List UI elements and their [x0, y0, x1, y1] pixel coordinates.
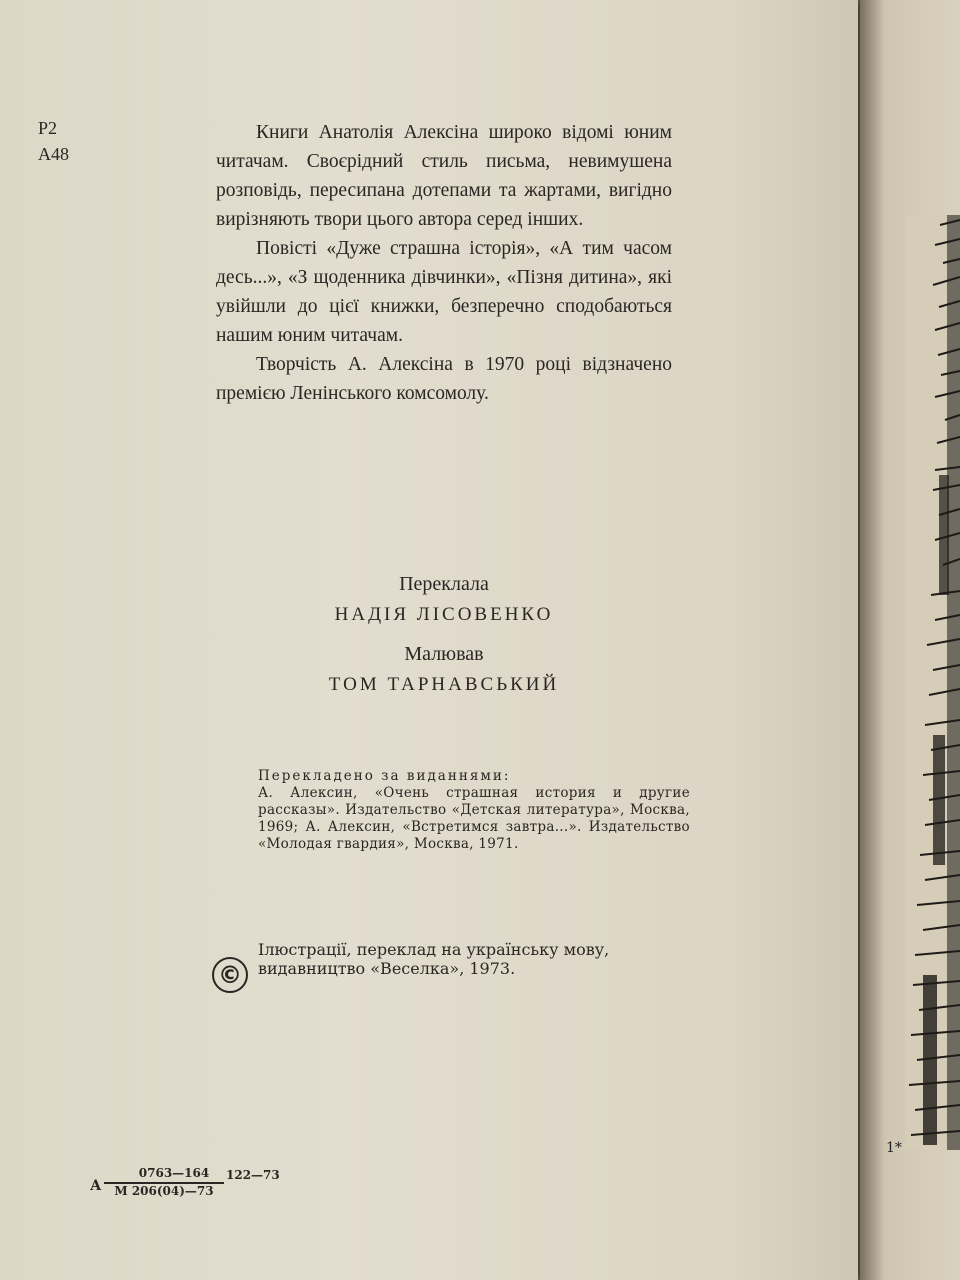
- book-annotation: [216, 118, 672, 408]
- index-denominator: М 206(04)—73: [114, 1184, 214, 1198]
- copyright-text: Ілюстрації, переклад на українську мову, видавництво «Веселка», 1973.: [258, 940, 610, 978]
- index-numerator: 0763—164: [138, 1166, 210, 1180]
- class-code-line: Р2: [38, 118, 58, 138]
- annotation-paragraph: Творчість А. Алексіна в 1970 році відзначено премією Ленінського комсомолу.: [216, 354, 672, 404]
- illustrator-name: ТОМ ТАРНАВСЬКИЙ: [328, 674, 560, 695]
- credits-block: [216, 570, 672, 710]
- copyright-symbol: ©: [212, 957, 248, 993]
- signature-mark: 1*: [886, 1140, 902, 1156]
- annotation-paragraph: Книги Анатолія Алексіна широко відомі юним читачам. Своєрідний стиль письма, невимушена розповідь, пересипана дотепами та жартами, вигідно вирізняють твори цього автора серед інших.: [216, 122, 672, 230]
- illustrator-role: Малював: [404, 643, 484, 665]
- engraving-illustration: [905, 215, 960, 1150]
- sources-heading: Перекладено за виданнями:: [258, 768, 511, 784]
- publication-index-code: [90, 1162, 310, 1212]
- index-suffix: 122—73: [226, 1168, 280, 1182]
- translator-name: НАДІЯ ЛІСОВЕНКО: [334, 604, 554, 625]
- copyright-notice: [212, 940, 702, 1000]
- annotation-paragraph: Повісті «Дуже страшна історія», «А тим часом десь...», «З щоденника дівчинки», «Пізня дитина», які увійшли до цієї книжки, безперечно сподобаються нашим юним читачам.: [216, 238, 672, 346]
- sources-text: А. Алексин, «Очень страшная история и другие рассказы». Издательство «Детская литература», Москва, 1969; А. Алексин, «Встретимся завтра...». Издательство «Молодая гвардия», Москва, 1971.: [258, 785, 690, 852]
- library-classification-code: [38, 115, 69, 167]
- translator-role: Переклала: [399, 573, 489, 595]
- index-letter: А: [90, 1178, 102, 1194]
- translation-sources: [258, 768, 690, 853]
- class-code-line: А48: [38, 144, 69, 164]
